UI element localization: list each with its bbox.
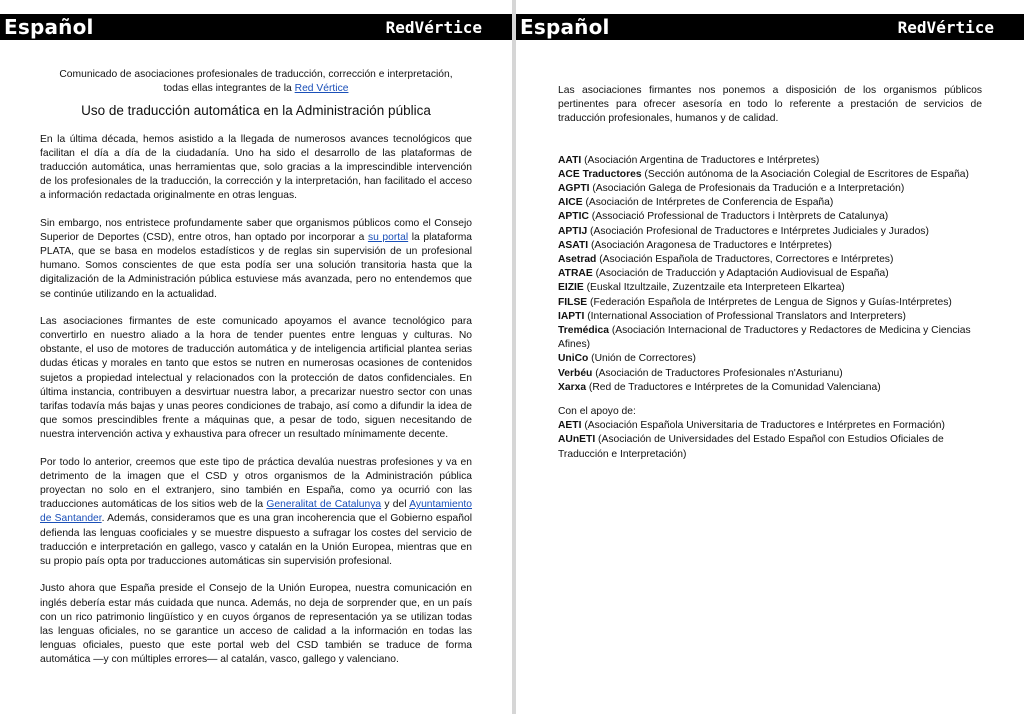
organization-item (558, 296, 982, 310)
red-vertice-logo: RedVértice (385, 17, 482, 37)
organization-item (558, 182, 982, 196)
organization-name: (International Association of Professional Translators and Interpreters) (584, 310, 906, 322)
organization-item (558, 210, 982, 224)
organization-name: (Federación Española de Intérpretes de Lengua de Signos y Guías-Intérpretes) (587, 296, 952, 308)
organization-name: (Red de Traductores e Intérpretes de la Comunidad Valenciana) (586, 381, 881, 393)
organization-acronym: ASATI (558, 239, 589, 251)
language-label: Español (4, 15, 94, 39)
red-vertice-logo: RedVértice (897, 17, 994, 37)
organization-name: (Asociación Española de Traductores, Correctores e Intérpretes) (596, 254, 894, 266)
header-bar (0, 14, 512, 40)
organization-acronym: AETI (558, 420, 582, 432)
organization-acronym: APTIJ (558, 225, 588, 237)
organization-name: (Unión de Correctores) (588, 353, 696, 365)
right-content (516, 84, 1024, 462)
organization-name: (Asociación de Traducción y Adaptación Audiovisual de España) (592, 268, 889, 280)
organization-name: (Asociación de Intérpretes de Conferencia de España) (582, 197, 834, 209)
red-vertice-link[interactable]: Red Vértice (294, 83, 349, 95)
generalitat-link[interactable]: Generalitat de Catalunya (266, 499, 382, 511)
organization-item (558, 310, 982, 324)
organization-acronym: AUnETI (558, 434, 596, 446)
intro-note: Comunicado de asociaciones profesionales de traducción, corrección e interpretación, todas ellas integrantes de la Red Vértice (59, 69, 453, 95)
organization-item (558, 281, 982, 295)
signatories-list (558, 154, 982, 395)
organization-acronym: AICE (558, 197, 583, 209)
organization-name: (Asociación Aragonesa de Traductores e Intérpretes) (588, 239, 832, 251)
organization-item (558, 154, 982, 168)
organization-item (558, 196, 982, 210)
organization-name: (Sección autónoma de la Asociación Colegial de Escritores de España) (641, 168, 969, 180)
organization-acronym: Verbéu (558, 367, 593, 379)
document-title: Uso de traducción automática en la Administración pública (81, 103, 431, 119)
organization-item (558, 168, 982, 182)
organization-acronym: ATRAE (558, 268, 593, 280)
organization-acronym: Xarxa (558, 381, 587, 393)
organization-acronym: AATI (558, 154, 582, 166)
paragraph-3: Las asociaciones firmantes de este comunicado apoyamos el avance tecnológico para convertirlo en nuestro aliado a la hora de tender puentes entre lenguas y culturas. No obstante, el uso de motores de traducción automática y de inteligencia artificial plantea serias dudas éticas y morales en tanto que estos se nutren en numerosas ocasiones de contenidos sujetos a propiedad intelectual y relacionados con la protección de datos confidenciales. En última instancia, contribuyen a desvirtuar nuestra labor, a precarizar nuestro sector con unas tarifas todavía más bajas y unas peores condiciones de trabajo, así como a difundir la idea de que somos prescindibles frente a máquinas que, a pesar de todo, siguen necesitando de nuestra intervención activa y exhaustiva para ofrecer un resultado mínimamente decente. (40, 315, 472, 441)
su-portal-link[interactable]: su portal (367, 231, 409, 243)
page-right (516, 0, 1024, 714)
organization-item (558, 367, 982, 381)
organization-name: (Asociación Galega de Profesionais da Tradución e a Interpretación) (589, 183, 905, 195)
header-bar (516, 14, 1024, 40)
organization-item (558, 225, 982, 239)
organization-item (558, 352, 982, 366)
organization-item (558, 239, 982, 253)
organization-acronym: APTIC (558, 211, 589, 223)
paragraph-1: En la última década, hemos asistido a la llegada de numerosos avances tecnológicos que facilitan el día a día de la ciudadanía. Uno ha sido el desarrollo de las plataformas de traducción automática, unas herramientas que, solo gracias a la imprescindible intervención de los profesionales de la traducción, la corrección y la interpretación, han facilitado el acceso a información redactada originalmente en otras lenguas. (40, 133, 472, 202)
organization-acronym: Asetrad (558, 254, 597, 266)
organization-item (558, 267, 982, 281)
language-label: Español (520, 15, 610, 39)
organization-name: (Asociación de Universidades del Estado Español con Estudios Oficiales de Traducción e Interpretación) (558, 434, 944, 460)
support-label: Con el apoyo de: (558, 406, 636, 418)
organization-acronym: ACE Traductores (558, 168, 642, 180)
ayuntamiento-link[interactable]: Ayuntamiento de Santander (40, 499, 473, 525)
organization-acronym: IAPTI (558, 310, 585, 322)
organization-name: (Asociación Profesional de Traductores e Intérpretes Judiciales y Jurados) (587, 225, 929, 237)
organization-name: (Asociación Española Universitaria de Traductores e Intérpretes en Formación) (581, 420, 945, 432)
organization-name: (Asociación Argentina de Traductores e Intérpretes) (581, 154, 820, 166)
supporters-list (558, 419, 982, 462)
organization-item (558, 381, 982, 395)
paragraph-5: Justo ahora que España preside el Consejo de la Unión Europea, nuestra comunicación en inglés debería estar más cuidada que nunca. Además, no deja de sorprender que, en un país con un rico patrimonio lingüístico y en cuyos órganos de representación ya se utilizan todas las lenguas oficiales, no se garantice un acceso de calidad a la información en todas las lenguas oficiales, puesto que este portal web del CSD también se traduce de forma automática —y con múltiples errores— al catalán, vasco, gallego y valenciano. (40, 583, 472, 666)
organization-name: (Associació Professional de Traductors i Intèrprets de Catalunya) (588, 211, 889, 223)
organization-item (558, 433, 982, 461)
organization-name: (Euskal Itzultzaile, Zuzentzaile eta Interpreteen Elkartea) (583, 282, 845, 294)
organization-acronym: UniCo (558, 353, 589, 365)
organization-acronym: AGPTI (558, 183, 590, 195)
organization-item (558, 419, 982, 433)
organization-name: (Asociación de Traductores Profesionales n'Asturianu) (592, 367, 843, 379)
organization-item (558, 324, 982, 352)
organization-name: (Asociación Internacional de Traductores y Redactores de Medicina y Ciencias Afines) (558, 325, 971, 351)
organization-acronym: Tremédica (558, 325, 609, 337)
organization-acronym: FILSE (558, 296, 588, 308)
paragraph-2: Sin embargo, nos entristece profundamente saber que organismos públicos como el Consejo Superior de Deportes (CSD), entre otros, han optado por incorporar a su portal la plataforma PLATA, que se basa en modelos estadísticos y de reglas sin supervisión de un profesional humano. Somos conscientes de que esta podía ser una solución transitoria hasta que la digitalización de la Administración pública estuviese más avanzada, pero no entendemos que se continúe utilizando en la actualidad. (40, 217, 472, 300)
paragraph-4: Por todo lo anterior, creemos que este tipo de práctica devalúa nuestras profesiones y va en detrimento de la imagen que el CSD y otros organismos de la Administración pública proyectan no solo en el extranjero, sino también en España, como ya ocurrió con las traducciones automáticas de los sitios web de la Generalitat de Catalunya y del Ayuntamiento de Santander. Además, consideramos que es una gran incoherencia que el Gobierno español defienda las lenguas cooficiales y se muestre dispuesto a sufragar los costes del servicio de traducción e interpretación en gallego, vasco y catalán en la Unión Europea, mientras que en su propio país opta por traducciones automáticas sin supervisión profesional. (40, 456, 473, 568)
left-content (0, 68, 512, 668)
organization-item (558, 253, 982, 267)
offer-paragraph: Las asociaciones firmantes nos ponemos a disposición de los organismos públicos pertinentes para ofrecer asesoría en todo lo referente a prestación de servicios de traducción profesionales, humanos y de calidad. (558, 85, 982, 125)
organization-acronym: EIZIE (558, 282, 584, 294)
